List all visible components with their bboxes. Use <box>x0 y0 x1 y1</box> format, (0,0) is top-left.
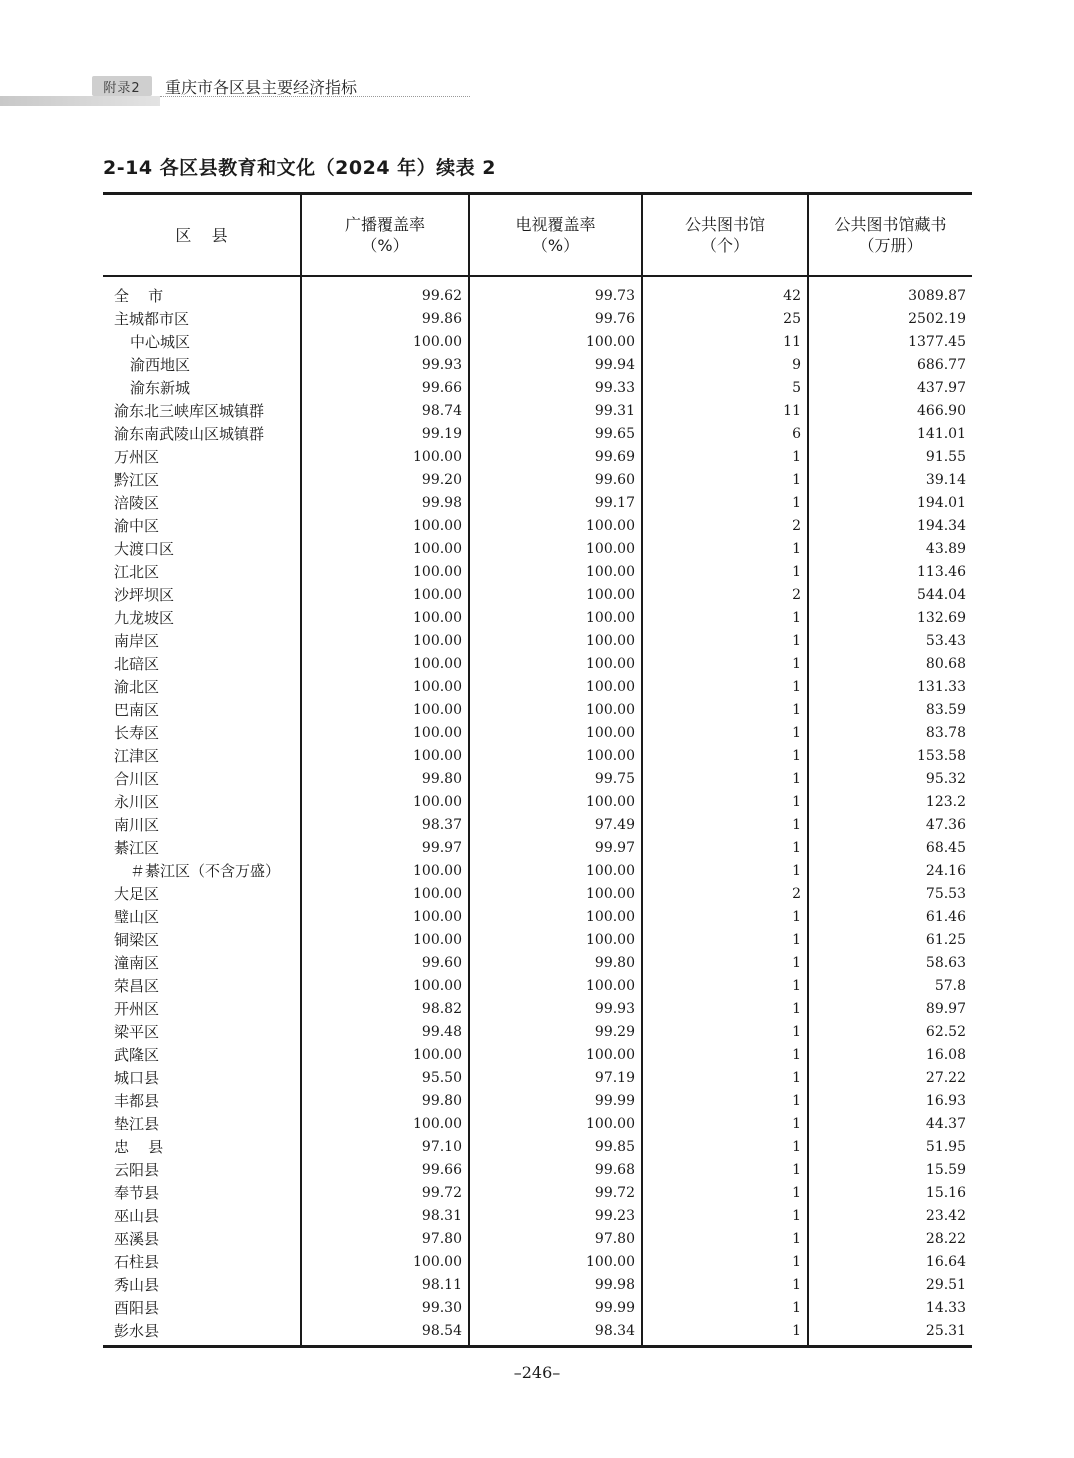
tv-coverage-cell: 99.75 <box>594 771 635 787</box>
district-name-cell: 綦江区 <box>114 839 160 857</box>
radio-coverage-cell: 99.80 <box>421 1093 462 1109</box>
tv-coverage-cell: 100.00 <box>586 633 635 649</box>
tv-coverage-cell: 100.00 <box>586 1116 635 1132</box>
collection-cell: 23.42 <box>925 1208 966 1224</box>
tv-coverage-cell: 99.65 <box>594 426 635 442</box>
collection-cell: 141.01 <box>917 426 966 442</box>
tv-coverage-cell: 100.00 <box>586 748 635 764</box>
tv-coverage-cell: 99.72 <box>594 1185 635 1201</box>
collection-cell: 3089.87 <box>908 288 966 304</box>
libraries-cell: 1 <box>792 633 801 649</box>
radio-coverage-cell: 100.00 <box>413 679 462 695</box>
libraries-cell: 1 <box>792 748 801 764</box>
district-name-cell: 长寿区 <box>114 724 160 742</box>
tv-coverage-cell: 99.33 <box>594 380 635 396</box>
collection-cell: 83.78 <box>925 725 966 741</box>
district-name-cell: 璧山区 <box>114 908 160 926</box>
radio-coverage-cell: 99.72 <box>421 1185 462 1201</box>
district-name-cell: 沙坪坝区 <box>114 586 175 604</box>
libraries-cell: 1 <box>792 449 801 465</box>
radio-coverage-cell: 100.00 <box>413 748 462 764</box>
tv-coverage-cell: 99.94 <box>594 357 635 373</box>
collection-cell: 28.22 <box>925 1231 966 1247</box>
libraries-cell: 1 <box>792 679 801 695</box>
district-name-cell: 奉节县 <box>114 1184 160 1202</box>
radio-coverage-cell: 100.00 <box>413 932 462 948</box>
libraries-cell: 1 <box>792 610 801 626</box>
collection-cell: 1377.45 <box>908 334 966 350</box>
district-name-cell: 渝西地区 <box>130 356 191 374</box>
libraries-cell: 1 <box>792 725 801 741</box>
collection-cell: 15.59 <box>925 1162 966 1178</box>
header-unit: （万册） <box>858 236 923 255</box>
district-name-cell: 大足区 <box>114 885 160 903</box>
table-header <box>103 195 972 277</box>
collection-column <box>809 277 972 1345</box>
radio-coverage-cell: 99.30 <box>421 1300 462 1316</box>
libraries-column <box>643 277 809 1345</box>
tv-coverage-cell: 99.69 <box>594 449 635 465</box>
collection-cell: 16.64 <box>925 1254 966 1270</box>
tv-coverage-cell: 100.00 <box>586 587 635 603</box>
collection-cell: 57.8 <box>934 978 966 994</box>
radio-coverage-cell: 100.00 <box>413 1116 462 1132</box>
libraries-cell: 11 <box>783 403 801 419</box>
header-tv-coverage <box>470 195 643 275</box>
header-rule <box>160 96 470 97</box>
libraries-cell: 1 <box>792 1001 801 1017</box>
radio-coverage-cell: 99.62 <box>421 288 462 304</box>
district-name-cell: 渝东北三峡库区城镇群 <box>114 402 265 420</box>
district-name-cell: 渝北区 <box>114 678 160 696</box>
libraries-cell: 2 <box>792 886 801 902</box>
district-name-cell: 渝东新城 <box>130 379 191 397</box>
tv-coverage-cell: 97.80 <box>594 1231 635 1247</box>
collection-cell: 62.52 <box>925 1024 966 1040</box>
collection-cell: 39.14 <box>925 472 966 488</box>
tv-coverage-cell: 100.00 <box>586 334 635 350</box>
district-name-cell: 垫江县 <box>114 1115 160 1133</box>
libraries-cell: 1 <box>792 1024 801 1040</box>
libraries-cell: 1 <box>792 1185 801 1201</box>
header-district <box>103 195 302 275</box>
libraries-cell: 1 <box>792 1070 801 1086</box>
libraries-cell: 5 <box>792 380 801 396</box>
tv-coverage-cell: 99.99 <box>594 1300 635 1316</box>
libraries-cell: 1 <box>792 1047 801 1063</box>
libraries-cell: 1 <box>792 840 801 856</box>
table-body <box>103 277 972 1345</box>
district-name-cell: 荣昌区 <box>114 977 160 995</box>
radio-coverage-cell: 97.80 <box>421 1231 462 1247</box>
radio-coverage-cell: 100.00 <box>413 449 462 465</box>
tv-coverage-cell: 100.00 <box>586 725 635 741</box>
libraries-cell: 1 <box>792 932 801 948</box>
district-name-cell: 万州区 <box>114 448 160 466</box>
radio-coverage-cell: 100.00 <box>413 656 462 672</box>
header-label: 公共图书馆藏书 <box>834 215 947 234</box>
radio-coverage-cell: 99.97 <box>421 840 462 856</box>
tv-coverage-cell: 100.00 <box>586 1047 635 1063</box>
collection-cell: 544.04 <box>917 587 966 603</box>
district-name-cell: 渝东南武陵山区城镇群 <box>114 425 265 443</box>
radio-coverage-cell: 100.00 <box>413 564 462 580</box>
collection-cell: 194.01 <box>917 495 966 511</box>
collection-cell: 83.59 <box>925 702 966 718</box>
radio-coverage-cell: 100.00 <box>413 587 462 603</box>
tv-coverage-cell: 99.85 <box>594 1139 635 1155</box>
header-radio-coverage <box>302 195 470 275</box>
libraries-cell: 42 <box>783 288 801 304</box>
radio-coverage-cell: 98.31 <box>421 1208 462 1224</box>
district-name-cell: 主城都市区 <box>114 310 190 328</box>
header-label: 电视覆盖率 <box>515 215 596 234</box>
header-label: 区 县 <box>175 225 228 245</box>
radio-coverage-cell: 99.20 <box>421 472 462 488</box>
radio-coverage-cell: 98.11 <box>421 1277 462 1293</box>
district-column <box>103 277 302 1345</box>
collection-cell: 80.68 <box>925 656 966 672</box>
district-name-cell: ＃綦江区（不含万盛） <box>130 862 281 880</box>
collection-cell: 47.36 <box>925 817 966 833</box>
radio-coverage-cell: 100.00 <box>413 633 462 649</box>
radio-coverage-cell: 98.74 <box>421 403 462 419</box>
libraries-cell: 1 <box>792 656 801 672</box>
collection-cell: 95.32 <box>925 771 966 787</box>
libraries-cell: 1 <box>792 863 801 879</box>
header-unit: （%） <box>531 236 580 255</box>
district-name-cell: 中心城区 <box>130 333 191 351</box>
district-name-cell: 潼南区 <box>114 954 160 972</box>
radio-coverage-cell: 99.98 <box>421 495 462 511</box>
district-name-cell: 合川区 <box>114 770 160 788</box>
collection-cell: 25.31 <box>925 1323 966 1339</box>
libraries-cell: 1 <box>792 955 801 971</box>
collection-cell: 2502.19 <box>908 311 966 327</box>
tv-coverage-column <box>470 277 643 1345</box>
tv-coverage-cell: 99.29 <box>594 1024 635 1040</box>
collection-cell: 89.97 <box>925 1001 966 1017</box>
table-title: 2-14 各区县教育和文化（2024 年）续表 2 <box>103 157 496 179</box>
district-name-cell: 酉阳县 <box>114 1299 160 1317</box>
radio-coverage-cell: 99.19 <box>421 426 462 442</box>
radio-coverage-cell: 95.50 <box>421 1070 462 1086</box>
district-name-cell: 铜梁区 <box>114 931 160 949</box>
collection-cell: 68.45 <box>925 840 966 856</box>
tv-coverage-cell: 99.98 <box>594 1277 635 1293</box>
header-unit: （个） <box>700 236 749 255</box>
tv-coverage-cell: 99.99 <box>594 1093 635 1109</box>
libraries-cell: 1 <box>792 1208 801 1224</box>
district-name-cell: 涪陵区 <box>114 494 160 512</box>
tv-coverage-cell: 100.00 <box>586 909 635 925</box>
tv-coverage-cell: 99.97 <box>594 840 635 856</box>
tv-coverage-cell: 100.00 <box>586 518 635 534</box>
tv-coverage-cell: 100.00 <box>586 978 635 994</box>
district-name-cell: 梁平区 <box>114 1023 160 1041</box>
libraries-cell: 1 <box>792 564 801 580</box>
district-name-cell: 彭水县 <box>114 1322 160 1340</box>
tv-coverage-cell: 100.00 <box>586 886 635 902</box>
radio-coverage-cell: 100.00 <box>413 978 462 994</box>
district-name-cell: 巴南区 <box>114 701 160 719</box>
radio-coverage-cell: 100.00 <box>413 610 462 626</box>
tv-coverage-cell: 99.31 <box>594 403 635 419</box>
libraries-cell: 2 <box>792 518 801 534</box>
libraries-cell: 1 <box>792 541 801 557</box>
libraries-cell: 1 <box>792 1254 801 1270</box>
tv-coverage-cell: 97.49 <box>594 817 635 833</box>
collection-cell: 61.46 <box>925 909 966 925</box>
radio-coverage-cell: 99.66 <box>421 1162 462 1178</box>
radio-coverage-cell: 100.00 <box>413 541 462 557</box>
collection-cell: 44.37 <box>925 1116 966 1132</box>
district-name-cell: 北碚区 <box>114 655 160 673</box>
collection-cell: 91.55 <box>925 449 966 465</box>
district-name-cell: 石柱县 <box>114 1253 160 1271</box>
radio-coverage-cell: 99.86 <box>421 311 462 327</box>
district-name-cell: 忠 县 <box>114 1138 164 1156</box>
tv-coverage-cell: 100.00 <box>586 679 635 695</box>
libraries-cell: 1 <box>792 1093 801 1109</box>
tv-coverage-cell: 99.76 <box>594 311 635 327</box>
collection-cell: 131.33 <box>917 679 966 695</box>
libraries-cell: 1 <box>792 495 801 511</box>
libraries-cell: 1 <box>792 1116 801 1132</box>
radio-coverage-cell: 100.00 <box>413 863 462 879</box>
libraries-cell: 1 <box>792 794 801 810</box>
radio-coverage-cell: 100.00 <box>413 702 462 718</box>
libraries-cell: 1 <box>792 472 801 488</box>
district-name-cell: 渝中区 <box>114 517 160 535</box>
tv-coverage-cell: 99.80 <box>594 955 635 971</box>
district-name-cell: 武隆区 <box>114 1046 160 1064</box>
libraries-cell: 11 <box>783 334 801 350</box>
radio-coverage-cell: 98.54 <box>421 1323 462 1339</box>
collection-cell: 53.43 <box>925 633 966 649</box>
libraries-cell: 1 <box>792 1323 801 1339</box>
collection-cell: 58.63 <box>925 955 966 971</box>
district-name-cell: 开州区 <box>114 1000 160 1018</box>
district-name-cell: 全 市 <box>114 287 164 305</box>
tv-coverage-cell: 100.00 <box>586 794 635 810</box>
district-name-cell: 巫溪县 <box>114 1230 160 1248</box>
collection-cell: 16.08 <box>925 1047 966 1063</box>
libraries-cell: 1 <box>792 1139 801 1155</box>
tv-coverage-cell: 100.00 <box>586 932 635 948</box>
tv-coverage-cell: 98.34 <box>594 1323 635 1339</box>
collection-cell: 24.16 <box>925 863 966 879</box>
libraries-cell: 1 <box>792 1162 801 1178</box>
libraries-cell: 1 <box>792 909 801 925</box>
libraries-cell: 1 <box>792 1300 801 1316</box>
libraries-cell: 25 <box>783 311 801 327</box>
district-name-cell: 云阳县 <box>114 1161 160 1179</box>
collection-cell: 15.16 <box>925 1185 966 1201</box>
radio-coverage-cell: 99.66 <box>421 380 462 396</box>
libraries-cell: 1 <box>792 978 801 994</box>
tv-coverage-cell: 100.00 <box>586 863 635 879</box>
district-name-cell: 黔江区 <box>114 471 160 489</box>
collection-cell: 153.58 <box>917 748 966 764</box>
collection-cell: 43.89 <box>925 541 966 557</box>
tv-coverage-cell: 99.73 <box>594 288 635 304</box>
header-library-collection <box>809 195 972 275</box>
header-label: 公共图书馆 <box>684 215 765 234</box>
libraries-cell: 9 <box>792 357 801 373</box>
district-name-cell: 九龙坡区 <box>114 609 175 627</box>
district-name-cell: 南川区 <box>114 816 160 834</box>
tv-coverage-cell: 99.68 <box>594 1162 635 1178</box>
collection-cell: 437.97 <box>917 380 966 396</box>
libraries-cell: 1 <box>792 702 801 718</box>
libraries-cell: 1 <box>792 771 801 787</box>
district-name-cell: 城口县 <box>114 1069 160 1087</box>
tv-coverage-cell: 100.00 <box>586 702 635 718</box>
collection-cell: 51.95 <box>925 1139 966 1155</box>
tv-coverage-cell: 100.00 <box>586 541 635 557</box>
tv-coverage-cell: 99.17 <box>594 495 635 511</box>
libraries-cell: 6 <box>792 426 801 442</box>
district-name-cell: 秀山县 <box>114 1276 160 1294</box>
radio-coverage-cell: 99.80 <box>421 771 462 787</box>
data-table <box>103 192 972 1348</box>
libraries-cell: 2 <box>792 587 801 603</box>
collection-cell: 16.93 <box>925 1093 966 1109</box>
radio-coverage-cell: 100.00 <box>413 909 462 925</box>
radio-coverage-cell: 98.37 <box>421 817 462 833</box>
header-unit: （%） <box>361 236 409 255</box>
page-number: –246– <box>513 1363 561 1382</box>
radio-coverage-cell: 100.00 <box>413 794 462 810</box>
tv-coverage-cell: 99.23 <box>594 1208 635 1224</box>
tv-coverage-cell: 100.00 <box>586 564 635 580</box>
radio-coverage-cell: 100.00 <box>413 1047 462 1063</box>
district-name-cell: 南岸区 <box>114 632 160 650</box>
district-name-cell: 大渡口区 <box>114 540 175 558</box>
collection-cell: 75.53 <box>925 886 966 902</box>
libraries-cell: 1 <box>792 817 801 833</box>
collection-cell: 113.46 <box>917 564 966 580</box>
collection-cell: 61.25 <box>925 932 966 948</box>
header-band <box>0 96 160 106</box>
header-public-libraries <box>643 195 809 275</box>
radio-coverage-cell: 99.93 <box>421 357 462 373</box>
collection-cell: 132.69 <box>917 610 966 626</box>
header-label: 广播覆盖率 <box>344 215 425 234</box>
radio-coverage-cell: 100.00 <box>413 518 462 534</box>
radio-coverage-cell: 100.00 <box>413 725 462 741</box>
collection-cell: 194.34 <box>917 518 966 534</box>
radio-coverage-cell: 99.60 <box>421 955 462 971</box>
collection-cell: 27.22 <box>925 1070 966 1086</box>
district-name-cell: 巫山县 <box>114 1207 160 1225</box>
collection-cell: 123.2 <box>925 794 966 810</box>
district-name-cell: 江北区 <box>114 563 160 581</box>
appendix-tag: 附录2 <box>92 76 152 96</box>
radio-coverage-cell: 100.00 <box>413 334 462 350</box>
tv-coverage-cell: 99.93 <box>594 1001 635 1017</box>
tv-coverage-cell: 99.60 <box>594 472 635 488</box>
district-name-cell: 丰都县 <box>114 1092 160 1110</box>
tv-coverage-cell: 100.00 <box>586 610 635 626</box>
radio-coverage-cell: 100.00 <box>413 886 462 902</box>
district-name-cell: 永川区 <box>114 793 160 811</box>
running-header-title: 重庆市各区县主要经济指标 <box>165 78 358 97</box>
district-name-cell: 江津区 <box>114 747 160 765</box>
tv-coverage-cell: 100.00 <box>586 1254 635 1270</box>
libraries-cell: 1 <box>792 1277 801 1293</box>
libraries-cell: 1 <box>792 1231 801 1247</box>
tv-coverage-cell: 100.00 <box>586 656 635 672</box>
radio-coverage-cell: 97.10 <box>421 1139 462 1155</box>
radio-coverage-cell: 99.48 <box>421 1024 462 1040</box>
radio-coverage-cell: 100.00 <box>413 1254 462 1270</box>
collection-cell: 14.33 <box>925 1300 966 1316</box>
radio-coverage-cell: 98.82 <box>421 1001 462 1017</box>
radio-coverage-column <box>302 277 470 1345</box>
collection-cell: 29.51 <box>925 1277 966 1293</box>
collection-cell: 466.90 <box>917 403 966 419</box>
tv-coverage-cell: 97.19 <box>594 1070 635 1086</box>
collection-cell: 686.77 <box>917 357 966 373</box>
